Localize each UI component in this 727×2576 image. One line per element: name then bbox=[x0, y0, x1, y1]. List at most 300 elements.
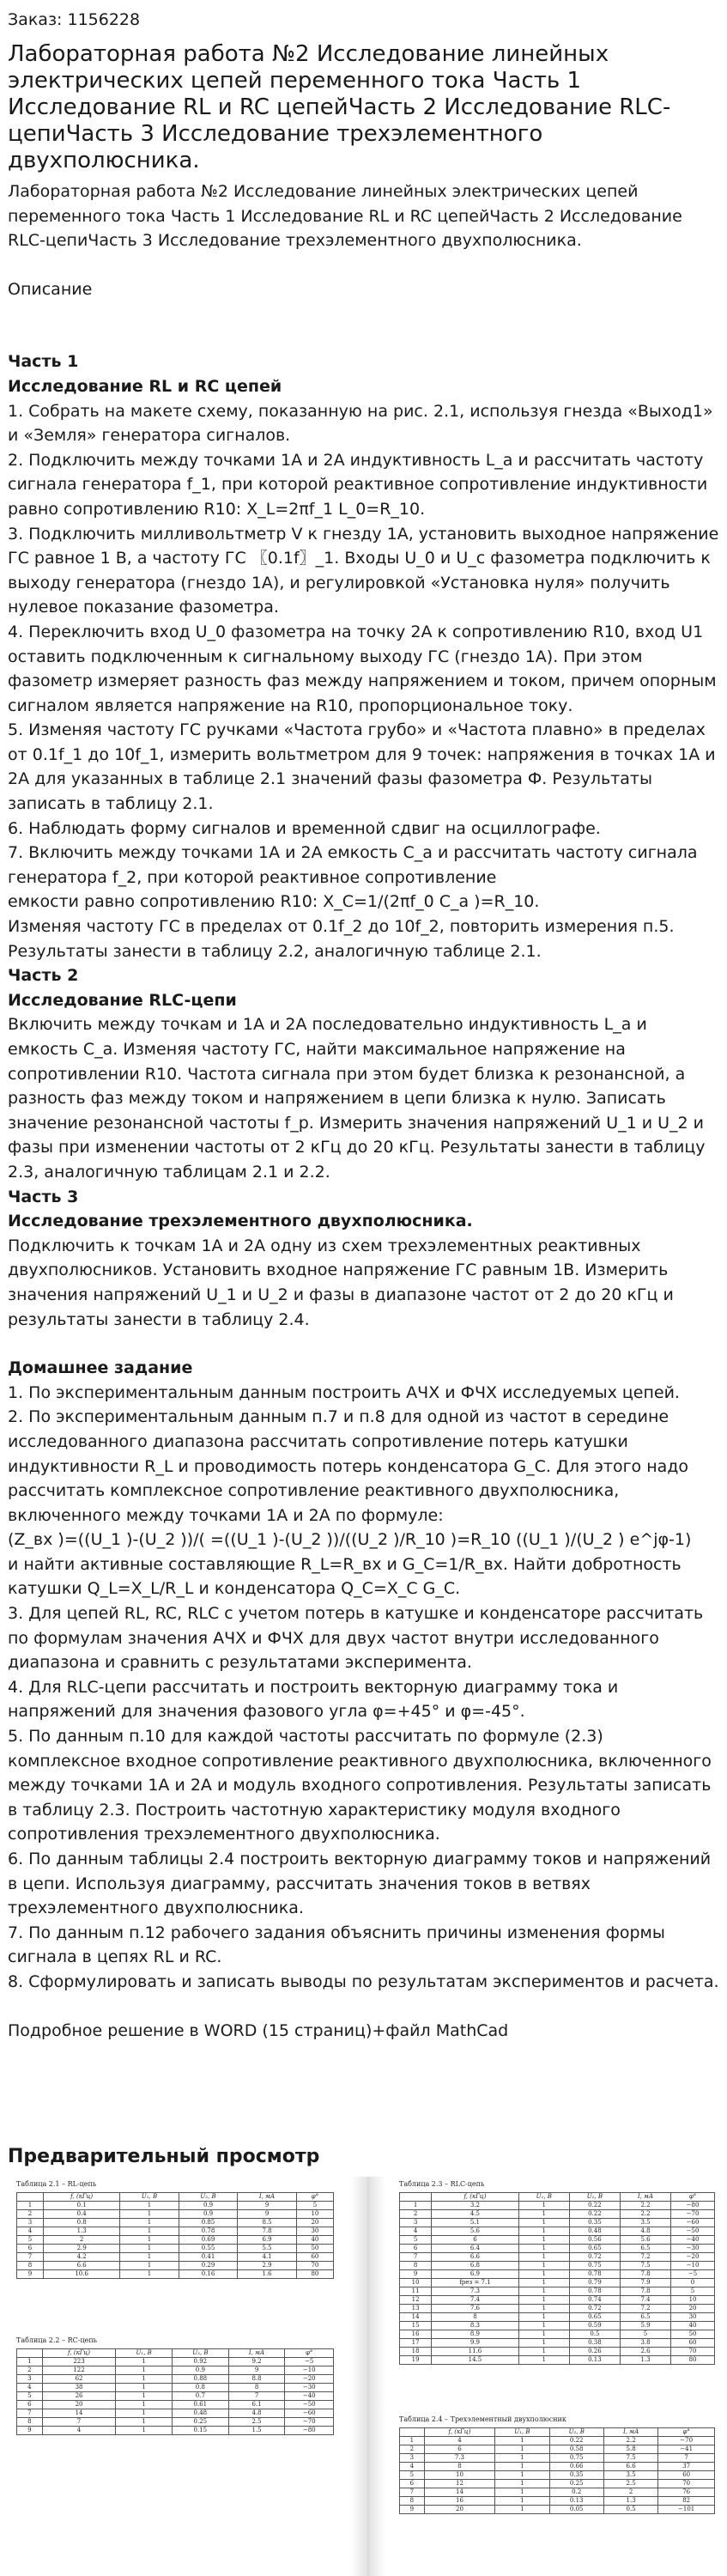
table3-cell: 0.35 bbox=[569, 2219, 620, 2227]
table3-cell: 5.6 bbox=[620, 2236, 670, 2245]
table2-cell: 6.1 bbox=[228, 2401, 285, 2409]
table3-cell: 0.75 bbox=[569, 2262, 620, 2270]
table1-cell: 20 bbox=[296, 2219, 333, 2227]
table2-cell: 1 bbox=[116, 2409, 173, 2418]
part3-subheading: Исследование трехэлементного двухполюсника. bbox=[8, 1212, 473, 1231]
table3-cell: 0.22 bbox=[569, 2210, 620, 2219]
table4-cell: 5 bbox=[400, 2471, 425, 2480]
table4-row bbox=[400, 2497, 715, 2506]
table2-cell: 26 bbox=[42, 2392, 116, 2401]
table4-cell: 1 bbox=[495, 2454, 549, 2463]
table4-cell: −70 bbox=[658, 2437, 715, 2445]
table3-cell: 10 bbox=[671, 2296, 715, 2305]
table3-row bbox=[400, 2236, 715, 2245]
table4-title: Таблица 2.4 – Трехэлементный двухполюсник bbox=[399, 2415, 566, 2424]
table3-cell: 16 bbox=[400, 2330, 432, 2339]
table1-cell: 0.55 bbox=[179, 2245, 238, 2253]
table1-cell: 1 bbox=[120, 2262, 179, 2270]
table1-cell: 6.6 bbox=[44, 2262, 120, 2270]
table1-cell: 1 bbox=[120, 2270, 179, 2279]
table4-cell: 1 bbox=[495, 2445, 549, 2454]
table3-cell: 12 bbox=[400, 2296, 432, 2305]
table4-row bbox=[400, 2445, 715, 2454]
preview-page-left bbox=[8, 2177, 341, 2576]
table3-cell: 7.5 bbox=[620, 2262, 670, 2270]
table2-cell: 9 bbox=[228, 2366, 285, 2375]
table3-cell: 15 bbox=[400, 2322, 432, 2330]
table2-cell: 1 bbox=[116, 2384, 173, 2392]
table2-header-row bbox=[17, 2349, 334, 2358]
table3-row bbox=[400, 2202, 715, 2210]
table4-header-cell: f, (кГц) bbox=[424, 2428, 494, 2437]
table4-cell: 5.8 bbox=[603, 2445, 657, 2454]
table3-cell: 1 bbox=[518, 2227, 569, 2236]
table2-cell: 122 bbox=[42, 2366, 116, 2375]
table4-cell: 37 bbox=[658, 2463, 715, 2471]
table1-cell: 7 bbox=[17, 2253, 44, 2262]
table3-cell: 1 bbox=[518, 2219, 569, 2227]
table4-cell: 0.75 bbox=[549, 2454, 603, 2463]
table3-cell: −80 bbox=[671, 2202, 715, 2210]
table3-cell: 7.4 bbox=[620, 2296, 670, 2305]
table2-cell: 62 bbox=[42, 2375, 116, 2384]
table3-cell: 7.3 bbox=[432, 2287, 519, 2296]
preview-page-right bbox=[396, 2177, 719, 2576]
table3-cell: 17 bbox=[400, 2339, 432, 2348]
table4-header-cell bbox=[400, 2428, 425, 2437]
table2 bbox=[16, 2348, 334, 2435]
part1-text: 1. Собрать на макете схему, показанную на рис. 2.1, используя гнезда «Выход1» и «Земля» генератора сигналов. 2. Подключить между точками 1А и 2А индуктивность L_а и рассчитать частоту сигнала генератора f_1, при которой реактивное сопротивление индуктивности равно сопротивлению R10: X_L=2πf_1 L_0=R_10. 3. Подключить милливольтметр V к гнезду 1А, установить выходное напряжение ГС равное 1 В, а частоту ГС 〖0.1f〗_1. Входы U_0 и U_c фазометра подключить к выходу генератора (гнездо 1А), и регулировкой «Установка нуля» получить нулевое показание фазометра. 4. Переключить вход U_0 фазометра на точку 2А к сопротивлению R10, вход U1 оставить подключенным к сигнальному выходу ГС (гнездо 1А). При этом фазометр измеряет разность фаз между напряжением и током, причем опорным сигналом является напряжение на R10, пропорциональное току. 5. Изменяя частоту ГС ручками «Частота грубо» и «Частота плавно» в пределах от 0.1f_1 до 10f_1, измерить вольтметром для 9 точек: напряжения в точках 1А и 2А для указанных в таблице 2.1 значений фазы фазометра Ф. Результаты записать в таблицу 2.1. 6. Наблюдать форму сигналов и временной сдвиг на осциллографе. 7. Включить между точками 1А и 2А емкость C_а и рассчитать частоту сигнала генератора f_2, при которой реактивное сопротивление емкости равно сопротивлению R10: X_C=1/(2πf_0 C_а )=R_10. Изменяя частоту ГС в пределах от 0.1f_2 до 10f_2, повторить измерения п.5. Результаты занести в таблицу 2.2, аналогичную таблице 2.1. bbox=[8, 401, 719, 961]
table4-cell: 1 bbox=[400, 2437, 425, 2445]
lead-paragraph: Лабораторная работа №2 Исследование линейных электрических цепей переменного тока Часть 1 Исследование RL и RC цепейЧасть 2 Исследование RLC-цепиЧасть 3 Исследование трехэлементного двухполюсника. bbox=[8, 182, 682, 251]
table4-cell: 7.3 bbox=[424, 2454, 494, 2463]
table3-cell: 13 bbox=[400, 2305, 432, 2313]
table2-cell: −70 bbox=[285, 2418, 334, 2427]
table2-cell: 1 bbox=[116, 2418, 173, 2427]
homework-heading: Домашнее задание bbox=[8, 1358, 193, 1378]
table3-cell: −20 bbox=[671, 2253, 715, 2262]
table2-row bbox=[17, 2409, 334, 2418]
table1-cell: 0.85 bbox=[179, 2219, 238, 2227]
table3-cell: 0.26 bbox=[569, 2348, 620, 2356]
description-label: Описание bbox=[8, 279, 93, 299]
table3-cell: 0.79 bbox=[569, 2279, 620, 2287]
table3-cell: 0.56 bbox=[569, 2236, 620, 2245]
table1-cell: 9 bbox=[238, 2202, 297, 2210]
table4-header-cell: φ° bbox=[658, 2428, 715, 2437]
table3-row bbox=[400, 2287, 715, 2296]
table4-cell: 0.66 bbox=[549, 2463, 603, 2471]
table3-row bbox=[400, 2339, 715, 2348]
table4-row bbox=[400, 2454, 715, 2463]
table4-cell: 2 bbox=[400, 2445, 425, 2454]
table3-cell: 4 bbox=[400, 2227, 432, 2236]
table1-cell: 1 bbox=[120, 2219, 179, 2227]
table4-cell: 8 bbox=[400, 2497, 425, 2506]
table3-cell: 4.8 bbox=[620, 2227, 670, 2236]
table2-cell: 2 bbox=[17, 2366, 43, 2375]
table2-cell: 1 bbox=[17, 2358, 43, 2366]
table2-cell: 1 bbox=[116, 2401, 173, 2409]
table1-cell: 0.8 bbox=[44, 2219, 120, 2227]
table2-cell: 0.7 bbox=[173, 2392, 229, 2401]
table4-cell: 60 bbox=[658, 2471, 715, 2480]
table1-cell: 1 bbox=[120, 2253, 179, 2262]
table3-cell: 14.5 bbox=[432, 2356, 519, 2365]
table2-cell: 7 bbox=[17, 2409, 43, 2418]
table1-cell: 8.5 bbox=[238, 2219, 297, 2227]
table4-cell: 1 bbox=[495, 2506, 549, 2514]
table1-cell: 2.9 bbox=[238, 2262, 297, 2270]
table1-row bbox=[17, 2236, 334, 2245]
table2-header-cell: I, мА bbox=[228, 2349, 285, 2358]
table3-cell: 10 bbox=[400, 2279, 432, 2287]
table2-header-cell bbox=[17, 2349, 43, 2358]
table3-cell: 0 bbox=[671, 2279, 715, 2287]
table3-row bbox=[400, 2330, 715, 2339]
table2-cell: 5 bbox=[17, 2392, 43, 2401]
table3-cell: 1 bbox=[518, 2356, 569, 2365]
table4-cell: 82 bbox=[658, 2497, 715, 2506]
table2-cell: 1 bbox=[116, 2358, 173, 2366]
table1-header-cell: U₂, В bbox=[179, 2193, 238, 2202]
table3-row bbox=[400, 2253, 715, 2262]
table4-row bbox=[400, 2463, 715, 2471]
table4-row bbox=[400, 2488, 715, 2497]
table1-cell: 0.29 bbox=[179, 2262, 238, 2270]
table1-cell: 3 bbox=[17, 2219, 44, 2227]
table3-header-cell: φ° bbox=[671, 2193, 715, 2202]
table4-cell: 70 bbox=[658, 2480, 715, 2488]
table3-cell: 0.59 bbox=[569, 2322, 620, 2330]
table3-cell: 1 bbox=[518, 2313, 569, 2322]
table3-cell: 7.2 bbox=[620, 2305, 670, 2313]
table3-cell: 1 bbox=[518, 2322, 569, 2330]
table2-cell: −80 bbox=[285, 2427, 334, 2435]
table3-cell: 7.9 bbox=[620, 2279, 670, 2287]
table4-cell: 6.6 bbox=[603, 2463, 657, 2471]
table2-header-cell: U₁, В bbox=[116, 2349, 173, 2358]
table4-cell: −41 bbox=[658, 2445, 715, 2454]
table3-cell: 0.5 bbox=[569, 2330, 620, 2339]
table2-row bbox=[17, 2358, 334, 2366]
table3-cell: 0.78 bbox=[569, 2270, 620, 2279]
table3-cell: 0.65 bbox=[569, 2313, 620, 2322]
table3-cell: 1 bbox=[518, 2330, 569, 2339]
table1-cell: 1 bbox=[120, 2210, 179, 2219]
table3-cell: 8.9 bbox=[432, 2330, 519, 2339]
table2-cell: 9 bbox=[17, 2427, 43, 2435]
table1-cell: 0.78 bbox=[179, 2227, 238, 2236]
table1-cell: 0.9 bbox=[179, 2210, 238, 2219]
table4-cell: 1 bbox=[495, 2437, 549, 2445]
table2-cell: 1 bbox=[116, 2392, 173, 2401]
table3-cell: 2.2 bbox=[620, 2202, 670, 2210]
table2-cell: 1 bbox=[116, 2375, 173, 2384]
page-divider bbox=[351, 2177, 385, 2576]
table3-cell: 7.8 bbox=[620, 2287, 670, 2296]
table2-cell: −50 bbox=[285, 2401, 334, 2409]
table2-cell: 8 bbox=[17, 2418, 43, 2427]
table4-cell: 4 bbox=[424, 2437, 494, 2445]
table2-cell: 0.48 bbox=[173, 2409, 229, 2418]
order-number: Заказ: 1156228 bbox=[8, 10, 141, 29]
table1-cell: 5 bbox=[296, 2202, 333, 2210]
table3-cell: 7.4 bbox=[432, 2296, 519, 2305]
table3-cell: 6.8 bbox=[432, 2262, 519, 2270]
table1-title: Таблица 2.1 – RL-цепь bbox=[16, 2180, 97, 2189]
table3-cell: 1 bbox=[518, 2202, 569, 2210]
table3-cell: 5 bbox=[400, 2236, 432, 2245]
table4-cell: 1 bbox=[495, 2488, 549, 2497]
table3-row bbox=[400, 2227, 715, 2236]
table1-header-cell: I, мА bbox=[238, 2193, 297, 2202]
table1-row bbox=[17, 2245, 334, 2253]
table4-cell: 7 bbox=[400, 2488, 425, 2497]
table2-cell: −30 bbox=[285, 2384, 334, 2392]
table1-cell: 1.3 bbox=[44, 2227, 120, 2236]
table3-cell: 19 bbox=[400, 2356, 432, 2365]
table3-row bbox=[400, 2296, 715, 2305]
table4-cell: 0.5 bbox=[603, 2506, 657, 2514]
table2-cell: 0.88 bbox=[173, 2375, 229, 2384]
table4-cell: 3.5 bbox=[603, 2471, 657, 2480]
table1-header-cell: f, (кГц) bbox=[44, 2193, 120, 2202]
homework-text: 1. По экспериментальным данным построить АЧХ и ФЧХ исследуемых цепей. 2. По экспериментальным данным п.7 и п.8 для одной из частот в середине исследованного диапазона рассчитать сопротивление потерь катушки индуктивности R_L и проводимость потерь конденсатора G_C. Для этого надо рассчитать комплексное сопротивление реактивного двухполюсника, включенного между точками 1А и 2А по формуле: (Z_вх )̇=((U_1 )̇-(U_2 )̇)/( =((U_1 )̇-(U_2 )̇)/((U_2 )̇/R_10 )=R_10 ((U_1 )̇/(U_2 )̇ e^jφ-1) и найти активные составляющие R_L=R_вх и G_C=1/R_вх. Найти добротность катушки Q_L=X_L/R_L и конденсатора Q_C=X_C G_C. 3. Для цепей RL, RC, RLC с учетом потерь в катушке и конденсаторе рассчитать по формулам значения АЧХ и ФЧХ для двух частот внутри исследованного диапазона и сравнить с результатами эксперимента. 4. Для RLC-цепи рассчитать и построить векторную диаграмму тока и напряжений для значения фазового угла φ=+45° и φ=-45°. 5. По данным п.10 для каждой частоты рассчитать по формуле (2.3) комплексное входное сопротивление реактивного двухполюсника, включенного между точками 1А и 2А и модуль входного сопротивления. Результаты записать в таблицу 2.3. Построить частотную характеристику модуля входного сопротивления трехэлементного двухполюсника. 6. По данным таблицы 2.4 построить векторную диаграмму токов и напряжений в цепи. Используя диаграмму, рассчитать значения токов в ветвях трехэлементного двухполюсника. 7. По данным п.12 рабочего задания объяснить причины изменения формы сигнала в цепях RL и RC. 8. Сформулировать и записать выводы по результатам экспериментов и расчета. bbox=[8, 1382, 719, 1991]
table2-cell: 4.8 bbox=[228, 2409, 285, 2418]
table4-cell: 1 bbox=[495, 2471, 549, 2480]
table3-cell: 2.6 bbox=[620, 2348, 670, 2356]
table3-cell: 1 bbox=[518, 2296, 569, 2305]
part1-section bbox=[8, 349, 719, 963]
page-title: Лабораторная работа №2 Исследование линейных электрических цепей переменного тока Часть 1 Исследование RL и RC цепейЧасть 2 Исследование RLC-цепиЧасть 3 Исследование трехэлементного двухполюсника. bbox=[8, 41, 671, 173]
table3-cell: 1 bbox=[518, 2287, 569, 2296]
table3-cell: 1 bbox=[518, 2245, 569, 2253]
table1-cell: 60 bbox=[296, 2253, 333, 2262]
table4-cell: 0.35 bbox=[549, 2471, 603, 2480]
table1-row bbox=[17, 2227, 334, 2236]
table4-cell: 8 bbox=[424, 2463, 494, 2471]
table2-cell: 0.92 bbox=[173, 2358, 229, 2366]
table4-cell: 0.22 bbox=[549, 2437, 603, 2445]
table4-cell: 12 bbox=[424, 2480, 494, 2488]
table3-cell: 6.4 bbox=[432, 2245, 519, 2253]
table4-cell: 14 bbox=[424, 2488, 494, 2497]
table1-row bbox=[17, 2262, 334, 2270]
table3-cell: 6.5 bbox=[620, 2245, 670, 2253]
table2-header-cell: f, (кГц) bbox=[42, 2349, 116, 2358]
table3-row bbox=[400, 2356, 715, 2365]
table3-cell: −5 bbox=[671, 2270, 715, 2279]
table1-cell: 6 bbox=[17, 2245, 44, 2253]
table3-cell: 14 bbox=[400, 2313, 432, 2322]
table3-cell: 7.8 bbox=[620, 2270, 670, 2279]
table3-header-row bbox=[400, 2193, 715, 2202]
table3-cell: 30 bbox=[671, 2313, 715, 2322]
table1-cell: 2.9 bbox=[44, 2245, 120, 2253]
table4-row bbox=[400, 2506, 715, 2514]
table4-cell: 6 bbox=[424, 2445, 494, 2454]
table4-cell: 2.5 bbox=[603, 2480, 657, 2488]
table3-cell: −40 bbox=[671, 2236, 715, 2245]
part3-text: Подключить к точкам 1А и 2А одну из схем трехэлементных реактивных двухполюсников. Установить входное напряжение ГС равным 1В. Измерить значения напряжений U_1 и U_2 и фазы в диапазоне частот от 2 до 20 кГц и результаты занести в таблицу 2.4. bbox=[8, 1236, 674, 1329]
table2-cell: 1 bbox=[116, 2366, 173, 2375]
table1-cell: 9 bbox=[238, 2210, 297, 2219]
table3-cell: 0.22 bbox=[569, 2202, 620, 2210]
table1-cell: 10 bbox=[296, 2210, 333, 2219]
table4-row bbox=[400, 2480, 715, 2488]
table3-cell: 8.3 bbox=[432, 2322, 519, 2330]
table3-cell: −30 bbox=[671, 2245, 715, 2253]
table3-cell: 1 bbox=[518, 2279, 569, 2287]
table3-cell: 5 bbox=[671, 2287, 715, 2296]
table2-cell: 9.2 bbox=[228, 2358, 285, 2366]
table3-cell: 5.1 bbox=[432, 2219, 519, 2227]
table3-cell: −60 bbox=[671, 2219, 715, 2227]
table1-cell: 4 bbox=[17, 2227, 44, 2236]
table2-cell: −20 bbox=[285, 2375, 334, 2384]
table2-cell: 0.25 bbox=[173, 2418, 229, 2427]
table1-cell: 30 bbox=[296, 2227, 333, 2236]
table1-cell: 50 bbox=[296, 2245, 333, 2253]
table3-cell: −70 bbox=[671, 2210, 715, 2219]
table1-row bbox=[17, 2270, 334, 2279]
table1-header-cell: φ° bbox=[296, 2193, 333, 2202]
table2-row bbox=[17, 2418, 334, 2427]
table3-cell: 0.65 bbox=[569, 2245, 620, 2253]
table3-row bbox=[400, 2279, 715, 2287]
table3-header-cell: U₂, В bbox=[569, 2193, 620, 2202]
table4-cell: 0.58 bbox=[549, 2445, 603, 2454]
table2-cell: 1.5 bbox=[228, 2427, 285, 2435]
table2-cell: 8 bbox=[228, 2384, 285, 2392]
table2-cell: 7 bbox=[42, 2418, 116, 2427]
table2-cell: −5 bbox=[285, 2358, 334, 2366]
table1-cell: 1 bbox=[120, 2202, 179, 2210]
table3-cell: 6.9 bbox=[432, 2270, 519, 2279]
table3-cell: 9.9 bbox=[432, 2339, 519, 2348]
table3-cell: 3.8 bbox=[620, 2339, 670, 2348]
table1-cell: 5.5 bbox=[238, 2245, 297, 2253]
table2-title: Таблица 2.2 – RC-цепь bbox=[16, 2336, 98, 2345]
table3-cell: 0.38 bbox=[569, 2339, 620, 2348]
table4-header-cell: U₁, В bbox=[495, 2428, 549, 2437]
table2-row bbox=[17, 2366, 334, 2375]
table2-cell: 20 bbox=[42, 2401, 116, 2409]
table4-header-cell: I, мА bbox=[603, 2428, 657, 2437]
table1-row bbox=[17, 2202, 334, 2210]
table3-cell: 11 bbox=[400, 2287, 432, 2296]
table3-row bbox=[400, 2262, 715, 2270]
table1-cell: 9 bbox=[17, 2270, 44, 2279]
table3-cell: 8 bbox=[432, 2313, 519, 2322]
table2-cell: 1 bbox=[116, 2427, 173, 2435]
preview-pages[interactable] bbox=[8, 2177, 719, 2576]
table3-cell: 2 bbox=[400, 2210, 432, 2219]
table4-cell: 4 bbox=[400, 2463, 425, 2471]
table4-cell: 7 bbox=[658, 2454, 715, 2463]
table1-cell: 5 bbox=[17, 2236, 44, 2245]
table1-row bbox=[17, 2210, 334, 2219]
table3-cell: 7 bbox=[400, 2253, 432, 2262]
part2-subheading: Исследование RLC-цепи bbox=[8, 990, 237, 1010]
table2-row bbox=[17, 2392, 334, 2401]
part2-heading: Часть 2 bbox=[8, 966, 79, 986]
table3-cell: 1 bbox=[518, 2305, 569, 2313]
table3-cell: 0.72 bbox=[569, 2253, 620, 2262]
part3-section bbox=[8, 1185, 719, 1333]
table2-cell: 0.61 bbox=[173, 2401, 229, 2409]
table2-row bbox=[17, 2375, 334, 2384]
table3-cell: 50 bbox=[671, 2330, 715, 2339]
table3-cell: 8 bbox=[400, 2262, 432, 2270]
table4-cell: 1.3 bbox=[603, 2497, 657, 2506]
table4-cell: 0.05 bbox=[549, 2506, 603, 2514]
table4-cell: 10 bbox=[424, 2471, 494, 2480]
table3-row bbox=[400, 2270, 715, 2279]
table3-cell: 7.6 bbox=[432, 2305, 519, 2313]
table1-cell: 70 bbox=[296, 2262, 333, 2270]
table3-cell: 1 bbox=[400, 2202, 432, 2210]
table1-row bbox=[17, 2219, 334, 2227]
table1-cell: 80 bbox=[296, 2270, 333, 2279]
table3-row bbox=[400, 2305, 715, 2313]
table3-title: Таблица 2.3 – RLC-цепь bbox=[399, 2180, 485, 2189]
table4-cell: 1 bbox=[495, 2497, 549, 2506]
table3-cell: 7.2 bbox=[620, 2253, 670, 2262]
table3-cell: 3 bbox=[400, 2219, 432, 2227]
table4-cell: 9 bbox=[400, 2506, 425, 2514]
table3 bbox=[399, 2192, 715, 2365]
table3-row bbox=[400, 2348, 715, 2356]
table1-cell: 1 bbox=[120, 2227, 179, 2236]
table3-cell: 0.78 bbox=[569, 2287, 620, 2296]
table3-row bbox=[400, 2322, 715, 2330]
table4-row bbox=[400, 2437, 715, 2445]
table3-cell: 6 bbox=[400, 2245, 432, 2253]
table3-row bbox=[400, 2313, 715, 2322]
part2-section bbox=[8, 963, 719, 1184]
table3-cell: −10 bbox=[671, 2262, 715, 2270]
table2-cell: 14 bbox=[42, 2409, 116, 2418]
table4-cell: 6 bbox=[400, 2480, 425, 2488]
table3-row bbox=[400, 2210, 715, 2219]
table2-row bbox=[17, 2384, 334, 2392]
table4-cell: 3 bbox=[400, 2454, 425, 2463]
part2-text: Включить между точкам и 1А и 2А последовательно индуктивность L_а и емкость C_а. Изменяя частоту ГС, найти максимальное напряжение на сопротивлении R10. Частота сигнала при этом будет близка к резонансной, а разность фаз между током и напряжением в цепи близка к нулю. Записать значение резонансной частоты f_р. Измерить значения напряжений U_1 и U_2 и фазы при изменении частоты от 2 кГц до 20 кГц. Результаты занести в таблицу 2.3, аналогичную таблицам 2.1 и 2.2. bbox=[8, 1015, 706, 1182]
table4-cell: 76 bbox=[658, 2488, 715, 2497]
table3-cell: 0.74 bbox=[569, 2296, 620, 2305]
table3-cell: 9 bbox=[400, 2270, 432, 2279]
table2-cell: 38 bbox=[42, 2384, 116, 2392]
table1-cell: 2 bbox=[44, 2236, 120, 2245]
table4-cell: 2 bbox=[603, 2488, 657, 2497]
table3-cell: 1 bbox=[518, 2348, 569, 2356]
table3-cell: 0.72 bbox=[569, 2305, 620, 2313]
table4-cell: 1 bbox=[495, 2480, 549, 2488]
table3-cell: 3.2 bbox=[432, 2202, 519, 2210]
table1-cell: 1 bbox=[120, 2236, 179, 2245]
table4-cell: 7.5 bbox=[603, 2454, 657, 2463]
table1-cell: 0.69 bbox=[179, 2236, 238, 2245]
table1-cell: 1 bbox=[17, 2202, 44, 2210]
table4-cell: 0.2 bbox=[549, 2488, 603, 2497]
final-note: Подробное решение в WORD (15 страниц)+файл MathCad bbox=[8, 2020, 509, 2040]
table3-cell: 1.3 bbox=[620, 2356, 670, 2365]
table1-cell: 8 bbox=[17, 2262, 44, 2270]
table2-row bbox=[17, 2427, 334, 2435]
table3-cell: 18 bbox=[400, 2348, 432, 2356]
